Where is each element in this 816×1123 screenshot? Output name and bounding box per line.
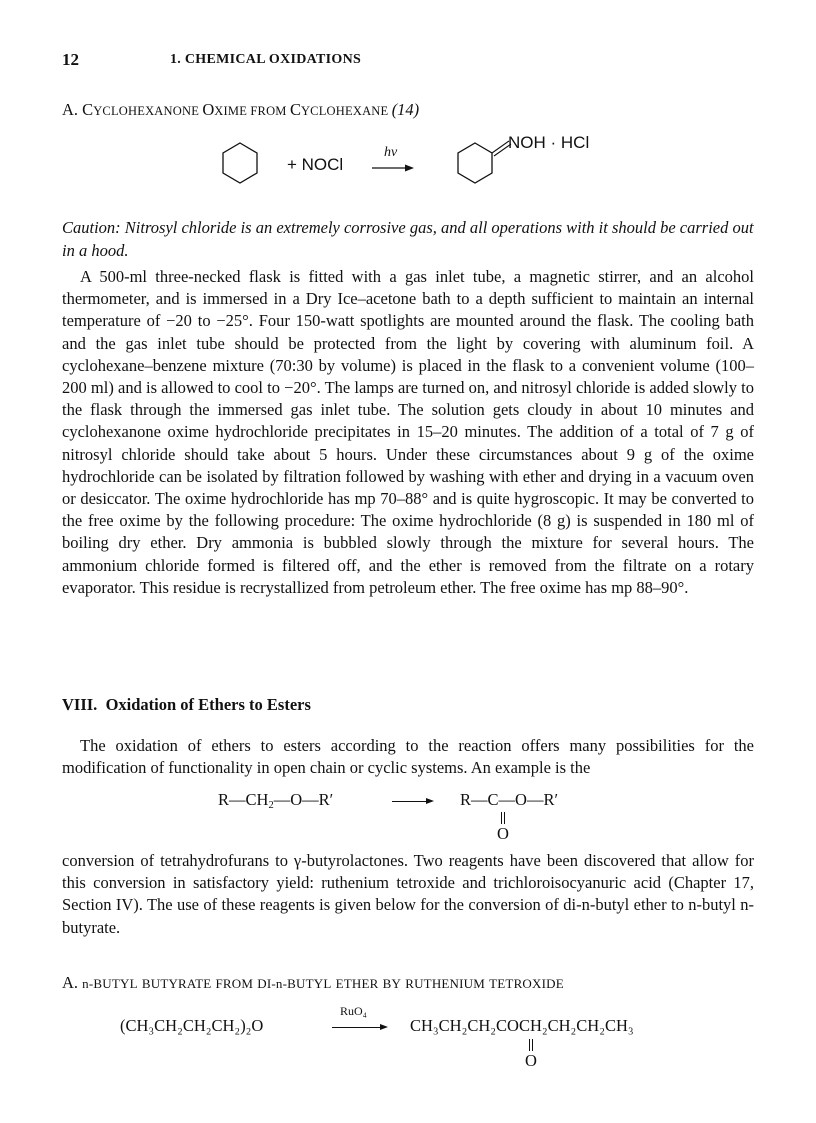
- section-a-ref: (14): [391, 100, 420, 119]
- conversion-paragraph: conversion of tetrahydrofurans to γ-butyrolactones. Two reagents have been discovered that allow for this conversion in satisfactory yield: ruthenium tetroxide and trichloroisocyanuric acid (Chapter 17, Section IV). The use of these reagents is given below for the conversion of di-n-butyl ether to n-butyl n-butyrate.: [62, 851, 754, 937]
- intro-paragraph: The oxidation of ethers to esters according to the reaction offers many possibilities for the modification of functionality in open chain or cyclic systems. An example is the: [62, 736, 754, 778]
- cyclohexanone-oxime-ring: [458, 143, 492, 183]
- section-a2-heading: A. n-BUTYL BUTYRATE FROM DI-n-BUTYL ETHER BY RUTHENIUM TETROXIDE: [62, 973, 564, 992]
- section-viii-heading: VIII. Oxidation of Ethers to Esters: [62, 695, 311, 714]
- dibutyl-ether-formula: (CH₃CH₂CH₂CH₂)₂O: [120, 1016, 264, 1035]
- hv-condition: hν: [384, 145, 398, 160]
- page-header: [62, 50, 762, 72]
- cyclohexane-ring: [223, 143, 257, 183]
- ether-formula: $R—CH_2—O—R'$: [218, 790, 334, 811]
- section-a-heading: A. CYCLOHEXANONE OXIME FROM CYCLOHEXANE (14): [62, 100, 420, 119]
- ruo4-reagent: RuO₄: [340, 1004, 367, 1018]
- reaction-arrow-2: [392, 801, 426, 802]
- oxime-group: NOH · HCl: [508, 133, 590, 152]
- reaction-arrow-3: [332, 1027, 380, 1028]
- carbonyl-oxygen-3: O: [525, 1051, 537, 1070]
- reaction-cyclohexane-oxime: [0, 120, 816, 230]
- page-number: 12: [62, 50, 79, 69]
- butyl-butyrate-formula: CH₃CH₂CH₂COCH₂CH₂CH₂CH₃: [410, 1016, 634, 1035]
- carbonyl-oxygen: O: [497, 824, 509, 843]
- ester-formula: R—C—O—R′: [460, 790, 559, 809]
- carbonyl-double-bond-3: [529, 1039, 533, 1051]
- running-title: 1. CHEMICAL OXIDATIONS: [170, 52, 362, 67]
- procedure-paragraph: A 500-ml three-necked flask is fitted with a gas inlet tube, a magnetic stirrer, and an alcohol thermometer, and is immersed in a Dry Ice–acetone bath to a depth sufficient to maintain an internal temperature of −20 to −25°. Four 150-watt spotlights are mounted around the flask. The cooling bath and the gas inlet tube should be protected from the light by covering with aluminum foil. A cyclohexane–benzene mixture (70:30 by volume) is placed in the flask to a convenient volume (100–200 ml) and is allowed to cool to −20°. The lamps are turned on, and nitrosyl chloride is added slowly to the flask through the immersed gas inlet tube. The solution gets cloudy in about 10 minutes and cyclohexanone oxime hydrochloride precipitates in 15–20 minutes. The addition of a total of 7 g of nitrosyl chloride should take about 5 hours. Under these circumstances about 9 g of the oxime hydrochloride can be isolated by filtration followed by washing with ether and drying in a vacuum oven or desiccator. The oxime hydrochloride has mp 70–88° and is quite hygroscopic. It may be converted to the free oxime by the following procedure: The oxime hydrochloride (8 g) is suspended in 180 ml of boiling dry ether. Dry ammonia is bubbled slowly through the mixture for several hours. The ammonium chloride formed is filtered off, and the ether is removed from the filtrate on a rotary evaporator. This residue is recrystallized from petroleum ether. The free oxime has mp 88–90°.: [62, 267, 754, 597]
- plus-nocl: + NOCl: [287, 155, 344, 174]
- section-a2-title: n-BUTYL BUTYRATE FROM DI-n-BUTYL ETHER BY RUTHENIUM TETROXIDE: [82, 976, 564, 991]
- caution-note: Caution: Nitrosyl chloride is an extremely corrosive gas, and all operations with it should be carried out in a hood.: [62, 218, 754, 260]
- section-a-title: CYCLOHEXANONE OXIME FROM CYCLOHEXANE: [82, 100, 392, 119]
- carbonyl-double-bond: [501, 812, 505, 824]
